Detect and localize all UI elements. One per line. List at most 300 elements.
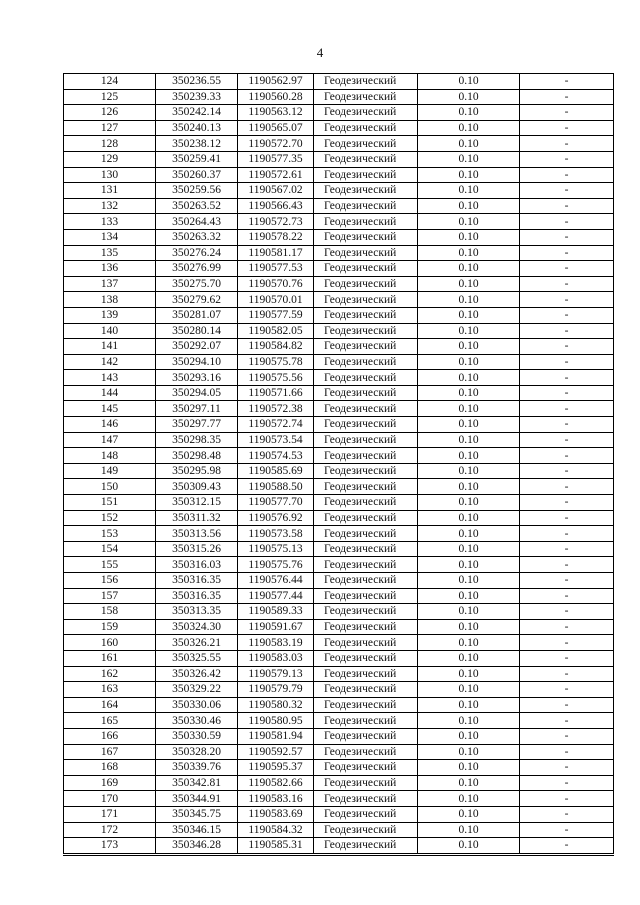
note-cell: -: [520, 448, 614, 464]
x-coordinate-cell: 350238.12: [156, 136, 238, 152]
point-number-cell: 136: [64, 261, 156, 277]
table-row: [64, 183, 614, 199]
note-cell: -: [520, 136, 614, 152]
note-cell: -: [520, 167, 614, 183]
y-coordinate-cell: 1190560.28: [238, 89, 314, 105]
accuracy-cell: 0.10: [418, 370, 520, 386]
note-cell: -: [520, 775, 614, 791]
point-number-cell: 164: [64, 697, 156, 713]
table-row: [64, 89, 614, 105]
point-number-cell: 171: [64, 806, 156, 822]
accuracy-cell: 0.10: [418, 120, 520, 136]
accuracy-cell: 0.10: [418, 791, 520, 807]
accuracy-cell: 0.10: [418, 323, 520, 339]
table-row: [64, 448, 614, 464]
table-row: [64, 822, 614, 838]
method-cell: Геодезический: [314, 557, 418, 573]
accuracy-cell: 0.10: [418, 635, 520, 651]
x-coordinate-cell: 350345.75: [156, 806, 238, 822]
table-row: [64, 682, 614, 698]
method-cell: Геодезический: [314, 432, 418, 448]
x-coordinate-cell: 350316.35: [156, 588, 238, 604]
point-number-cell: 139: [64, 307, 156, 323]
accuracy-cell: 0.10: [418, 292, 520, 308]
method-cell: Геодезический: [314, 760, 418, 776]
table-row: [64, 526, 614, 542]
point-number-cell: 124: [64, 74, 156, 90]
y-coordinate-cell: 1190582.66: [238, 775, 314, 791]
x-coordinate-cell: 350326.21: [156, 635, 238, 651]
method-cell: Геодезический: [314, 697, 418, 713]
note-cell: -: [520, 479, 614, 495]
x-coordinate-cell: 350346.28: [156, 838, 238, 855]
note-cell: -: [520, 385, 614, 401]
x-coordinate-cell: 350280.14: [156, 323, 238, 339]
accuracy-cell: 0.10: [418, 354, 520, 370]
point-number-cell: 134: [64, 229, 156, 245]
y-coordinate-cell: 1190563.12: [238, 105, 314, 121]
y-coordinate-cell: 1190566.43: [238, 198, 314, 214]
y-coordinate-cell: 1190578.22: [238, 229, 314, 245]
page-number: 4: [316, 45, 324, 60]
x-coordinate-cell: 350279.62: [156, 292, 238, 308]
method-cell: Геодезический: [314, 479, 418, 495]
point-number-cell: 170: [64, 791, 156, 807]
y-coordinate-cell: 1190583.69: [238, 806, 314, 822]
note-cell: -: [520, 151, 614, 167]
x-coordinate-cell: 350264.43: [156, 214, 238, 230]
method-cell: Геодезический: [314, 276, 418, 292]
point-number-cell: 169: [64, 775, 156, 791]
point-number-cell: 142: [64, 354, 156, 370]
accuracy-cell: 0.10: [418, 261, 520, 277]
method-cell: Геодезический: [314, 713, 418, 729]
note-cell: -: [520, 541, 614, 557]
method-cell: Геодезический: [314, 105, 418, 121]
accuracy-cell: 0.10: [418, 510, 520, 526]
method-cell: Геодезический: [314, 604, 418, 620]
accuracy-cell: 0.10: [418, 198, 520, 214]
table-row: [64, 198, 614, 214]
point-number-cell: 131: [64, 183, 156, 199]
accuracy-cell: 0.10: [418, 697, 520, 713]
table-row: [64, 292, 614, 308]
y-coordinate-cell: 1190582.05: [238, 323, 314, 339]
coordinates-table: [63, 73, 614, 856]
coordinates-table-body: [64, 74, 614, 855]
y-coordinate-cell: 1190583.03: [238, 650, 314, 666]
x-coordinate-cell: 350309.43: [156, 479, 238, 495]
x-coordinate-cell: 350313.56: [156, 526, 238, 542]
point-number-cell: 147: [64, 432, 156, 448]
y-coordinate-cell: 1190572.61: [238, 167, 314, 183]
x-coordinate-cell: 350259.56: [156, 183, 238, 199]
table-row: [64, 339, 614, 355]
point-number-cell: 130: [64, 167, 156, 183]
accuracy-cell: 0.10: [418, 588, 520, 604]
x-coordinate-cell: 350330.46: [156, 713, 238, 729]
accuracy-cell: 0.10: [418, 775, 520, 791]
accuracy-cell: 0.10: [418, 744, 520, 760]
x-coordinate-cell: 350315.26: [156, 541, 238, 557]
point-number-cell: 143: [64, 370, 156, 386]
table-row: [64, 650, 614, 666]
x-coordinate-cell: 350325.55: [156, 650, 238, 666]
point-number-cell: 127: [64, 120, 156, 136]
method-cell: Геодезический: [314, 728, 418, 744]
x-coordinate-cell: 350293.16: [156, 370, 238, 386]
accuracy-cell: 0.10: [418, 229, 520, 245]
y-coordinate-cell: 1190579.79: [238, 682, 314, 698]
point-number-cell: 150: [64, 479, 156, 495]
x-coordinate-cell: 350276.99: [156, 261, 238, 277]
method-cell: Геодезический: [314, 323, 418, 339]
method-cell: Геодезический: [314, 682, 418, 698]
method-cell: Геодезический: [314, 151, 418, 167]
point-number-cell: 161: [64, 650, 156, 666]
method-cell: Геодезический: [314, 401, 418, 417]
y-coordinate-cell: 1190574.53: [238, 448, 314, 464]
x-coordinate-cell: 350316.03: [156, 557, 238, 573]
note-cell: -: [520, 276, 614, 292]
method-cell: Геодезический: [314, 588, 418, 604]
x-coordinate-cell: 350328.20: [156, 744, 238, 760]
point-number-cell: 151: [64, 495, 156, 511]
note-cell: -: [520, 510, 614, 526]
table-row: [64, 838, 614, 855]
point-number-cell: 145: [64, 401, 156, 417]
point-number-cell: 158: [64, 604, 156, 620]
method-cell: Геодезический: [314, 417, 418, 433]
accuracy-cell: 0.10: [418, 713, 520, 729]
table-row: [64, 573, 614, 589]
y-coordinate-cell: 1190570.76: [238, 276, 314, 292]
y-coordinate-cell: 1190577.59: [238, 307, 314, 323]
table-row: [64, 635, 614, 651]
method-cell: Геодезический: [314, 791, 418, 807]
accuracy-cell: 0.10: [418, 806, 520, 822]
y-coordinate-cell: 1190577.35: [238, 151, 314, 167]
table-row: [64, 229, 614, 245]
x-coordinate-cell: 350297.11: [156, 401, 238, 417]
table-row: [64, 728, 614, 744]
note-cell: -: [520, 760, 614, 776]
point-number-cell: 162: [64, 666, 156, 682]
accuracy-cell: 0.10: [418, 307, 520, 323]
y-coordinate-cell: 1190573.58: [238, 526, 314, 542]
y-coordinate-cell: 1190565.07: [238, 120, 314, 136]
note-cell: -: [520, 198, 614, 214]
x-coordinate-cell: 350263.52: [156, 198, 238, 214]
point-number-cell: 146: [64, 417, 156, 433]
table-row: [64, 713, 614, 729]
point-number-cell: 157: [64, 588, 156, 604]
table-row: [64, 354, 614, 370]
accuracy-cell: 0.10: [418, 167, 520, 183]
note-cell: -: [520, 307, 614, 323]
method-cell: Геодезический: [314, 619, 418, 635]
table-row: [64, 261, 614, 277]
point-number-cell: 144: [64, 385, 156, 401]
point-number-cell: 149: [64, 463, 156, 479]
point-number-cell: 173: [64, 838, 156, 855]
y-coordinate-cell: 1190583.19: [238, 635, 314, 651]
method-cell: Геодезический: [314, 167, 418, 183]
table-row: [64, 744, 614, 760]
method-cell: Геодезический: [314, 245, 418, 261]
y-coordinate-cell: 1190581.17: [238, 245, 314, 261]
table-row: [64, 245, 614, 261]
table-row: [64, 619, 614, 635]
note-cell: -: [520, 557, 614, 573]
x-coordinate-cell: 350239.33: [156, 89, 238, 105]
accuracy-cell: 0.10: [418, 557, 520, 573]
point-number-cell: 138: [64, 292, 156, 308]
accuracy-cell: 0.10: [418, 495, 520, 511]
y-coordinate-cell: 1190576.44: [238, 573, 314, 589]
table-row: [64, 120, 614, 136]
table-row: [64, 463, 614, 479]
y-coordinate-cell: 1190572.70: [238, 136, 314, 152]
accuracy-cell: 0.10: [418, 151, 520, 167]
table-row: [64, 588, 614, 604]
table-row: [64, 105, 614, 121]
accuracy-cell: 0.10: [418, 604, 520, 620]
note-cell: -: [520, 822, 614, 838]
x-coordinate-cell: 350275.70: [156, 276, 238, 292]
note-cell: -: [520, 635, 614, 651]
y-coordinate-cell: 1190579.13: [238, 666, 314, 682]
note-cell: -: [520, 604, 614, 620]
x-coordinate-cell: 350311.32: [156, 510, 238, 526]
x-coordinate-cell: 350294.10: [156, 354, 238, 370]
x-coordinate-cell: 350260.37: [156, 167, 238, 183]
note-cell: -: [520, 526, 614, 542]
note-cell: -: [520, 744, 614, 760]
method-cell: Геодезический: [314, 495, 418, 511]
note-cell: -: [520, 417, 614, 433]
accuracy-cell: 0.10: [418, 74, 520, 90]
x-coordinate-cell: 350297.77: [156, 417, 238, 433]
note-cell: -: [520, 619, 614, 635]
y-coordinate-cell: 1190570.01: [238, 292, 314, 308]
x-coordinate-cell: 350330.59: [156, 728, 238, 744]
x-coordinate-cell: 350342.81: [156, 775, 238, 791]
accuracy-cell: 0.10: [418, 526, 520, 542]
y-coordinate-cell: 1190591.67: [238, 619, 314, 635]
note-cell: -: [520, 339, 614, 355]
y-coordinate-cell: 1190584.82: [238, 339, 314, 355]
y-coordinate-cell: 1190595.37: [238, 760, 314, 776]
x-coordinate-cell: 350313.35: [156, 604, 238, 620]
y-coordinate-cell: 1190584.32: [238, 822, 314, 838]
point-number-cell: 141: [64, 339, 156, 355]
point-number-cell: 156: [64, 573, 156, 589]
method-cell: Геодезический: [314, 448, 418, 464]
accuracy-cell: 0.10: [418, 463, 520, 479]
method-cell: Геодезический: [314, 838, 418, 855]
x-coordinate-cell: 350316.35: [156, 573, 238, 589]
note-cell: -: [520, 292, 614, 308]
note-cell: -: [520, 245, 614, 261]
method-cell: Геодезический: [314, 775, 418, 791]
method-cell: Геодезический: [314, 385, 418, 401]
y-coordinate-cell: 1190577.53: [238, 261, 314, 277]
note-cell: -: [520, 697, 614, 713]
table-row: [64, 214, 614, 230]
accuracy-cell: 0.10: [418, 448, 520, 464]
y-coordinate-cell: 1190575.56: [238, 370, 314, 386]
point-number-cell: 167: [64, 744, 156, 760]
note-cell: -: [520, 401, 614, 417]
x-coordinate-cell: 350298.48: [156, 448, 238, 464]
accuracy-cell: 0.10: [418, 417, 520, 433]
accuracy-cell: 0.10: [418, 136, 520, 152]
point-number-cell: 160: [64, 635, 156, 651]
y-coordinate-cell: 1190585.31: [238, 838, 314, 855]
method-cell: Геодезический: [314, 292, 418, 308]
note-cell: -: [520, 105, 614, 121]
note-cell: -: [520, 791, 614, 807]
table-row: [64, 401, 614, 417]
table-row: [64, 806, 614, 822]
point-number-cell: 163: [64, 682, 156, 698]
accuracy-cell: 0.10: [418, 760, 520, 776]
method-cell: Геодезический: [314, 229, 418, 245]
method-cell: Геодезический: [314, 89, 418, 105]
point-number-cell: 153: [64, 526, 156, 542]
y-coordinate-cell: 1190572.73: [238, 214, 314, 230]
method-cell: Геодезический: [314, 635, 418, 651]
method-cell: Геодезический: [314, 198, 418, 214]
note-cell: -: [520, 120, 614, 136]
table-row: [64, 276, 614, 292]
point-number-cell: 137: [64, 276, 156, 292]
note-cell: -: [520, 650, 614, 666]
note-cell: -: [520, 806, 614, 822]
method-cell: Геодезический: [314, 666, 418, 682]
point-number-cell: 154: [64, 541, 156, 557]
table-row: [64, 136, 614, 152]
accuracy-cell: 0.10: [418, 838, 520, 855]
y-coordinate-cell: 1190588.50: [238, 479, 314, 495]
note-cell: -: [520, 588, 614, 604]
x-coordinate-cell: 350259.41: [156, 151, 238, 167]
method-cell: Геодезический: [314, 339, 418, 355]
accuracy-cell: 0.10: [418, 479, 520, 495]
y-coordinate-cell: 1190572.74: [238, 417, 314, 433]
accuracy-cell: 0.10: [418, 650, 520, 666]
note-cell: -: [520, 354, 614, 370]
y-coordinate-cell: 1190577.70: [238, 495, 314, 511]
accuracy-cell: 0.10: [418, 183, 520, 199]
table-row: [64, 385, 614, 401]
table-row: [64, 151, 614, 167]
method-cell: Геодезический: [314, 526, 418, 542]
table-row: [64, 417, 614, 433]
x-coordinate-cell: 350236.55: [156, 74, 238, 90]
accuracy-cell: 0.10: [418, 728, 520, 744]
accuracy-cell: 0.10: [418, 245, 520, 261]
y-coordinate-cell: 1190567.02: [238, 183, 314, 199]
method-cell: Геодезический: [314, 822, 418, 838]
y-coordinate-cell: 1190573.54: [238, 432, 314, 448]
y-coordinate-cell: 1190575.78: [238, 354, 314, 370]
x-coordinate-cell: 350295.98: [156, 463, 238, 479]
y-coordinate-cell: 1190581.94: [238, 728, 314, 744]
table-row: [64, 775, 614, 791]
x-coordinate-cell: 350329.22: [156, 682, 238, 698]
accuracy-cell: 0.10: [418, 432, 520, 448]
method-cell: Геодезический: [314, 183, 418, 199]
x-coordinate-cell: 350346.15: [156, 822, 238, 838]
accuracy-cell: 0.10: [418, 573, 520, 589]
table-row: [64, 432, 614, 448]
y-coordinate-cell: 1190562.97: [238, 74, 314, 90]
accuracy-cell: 0.10: [418, 105, 520, 121]
point-number-cell: 140: [64, 323, 156, 339]
table-row: [64, 791, 614, 807]
note-cell: -: [520, 495, 614, 511]
y-coordinate-cell: 1190576.92: [238, 510, 314, 526]
method-cell: Геодезический: [314, 120, 418, 136]
method-cell: Геодезический: [314, 650, 418, 666]
point-number-cell: 172: [64, 822, 156, 838]
x-coordinate-cell: 350294.05: [156, 385, 238, 401]
accuracy-cell: 0.10: [418, 541, 520, 557]
note-cell: -: [520, 713, 614, 729]
x-coordinate-cell: 350326.42: [156, 666, 238, 682]
method-cell: Геодезический: [314, 463, 418, 479]
accuracy-cell: 0.10: [418, 822, 520, 838]
x-coordinate-cell: 350344.91: [156, 791, 238, 807]
note-cell: -: [520, 74, 614, 90]
y-coordinate-cell: 1190575.13: [238, 541, 314, 557]
point-number-cell: 135: [64, 245, 156, 261]
table-row: [64, 604, 614, 620]
table-row: [64, 307, 614, 323]
point-number-cell: 166: [64, 728, 156, 744]
y-coordinate-cell: 1190580.95: [238, 713, 314, 729]
note-cell: -: [520, 573, 614, 589]
table-row: [64, 495, 614, 511]
method-cell: Геодезический: [314, 370, 418, 386]
y-coordinate-cell: 1190580.32: [238, 697, 314, 713]
method-cell: Геодезический: [314, 354, 418, 370]
point-number-cell: 168: [64, 760, 156, 776]
x-coordinate-cell: 350263.32: [156, 229, 238, 245]
x-coordinate-cell: 350312.15: [156, 495, 238, 511]
method-cell: Геодезический: [314, 541, 418, 557]
point-number-cell: 159: [64, 619, 156, 635]
note-cell: -: [520, 370, 614, 386]
y-coordinate-cell: 1190589.33: [238, 604, 314, 620]
table-row: [64, 760, 614, 776]
note-cell: -: [520, 666, 614, 682]
accuracy-cell: 0.10: [418, 666, 520, 682]
x-coordinate-cell: 350298.35: [156, 432, 238, 448]
note-cell: -: [520, 183, 614, 199]
x-coordinate-cell: 350242.14: [156, 105, 238, 121]
method-cell: Геодезический: [314, 744, 418, 760]
table-row: [64, 697, 614, 713]
note-cell: -: [520, 323, 614, 339]
method-cell: Геодезический: [314, 261, 418, 277]
point-number-cell: 133: [64, 214, 156, 230]
accuracy-cell: 0.10: [418, 401, 520, 417]
table-row: [64, 479, 614, 495]
table-row: [64, 510, 614, 526]
